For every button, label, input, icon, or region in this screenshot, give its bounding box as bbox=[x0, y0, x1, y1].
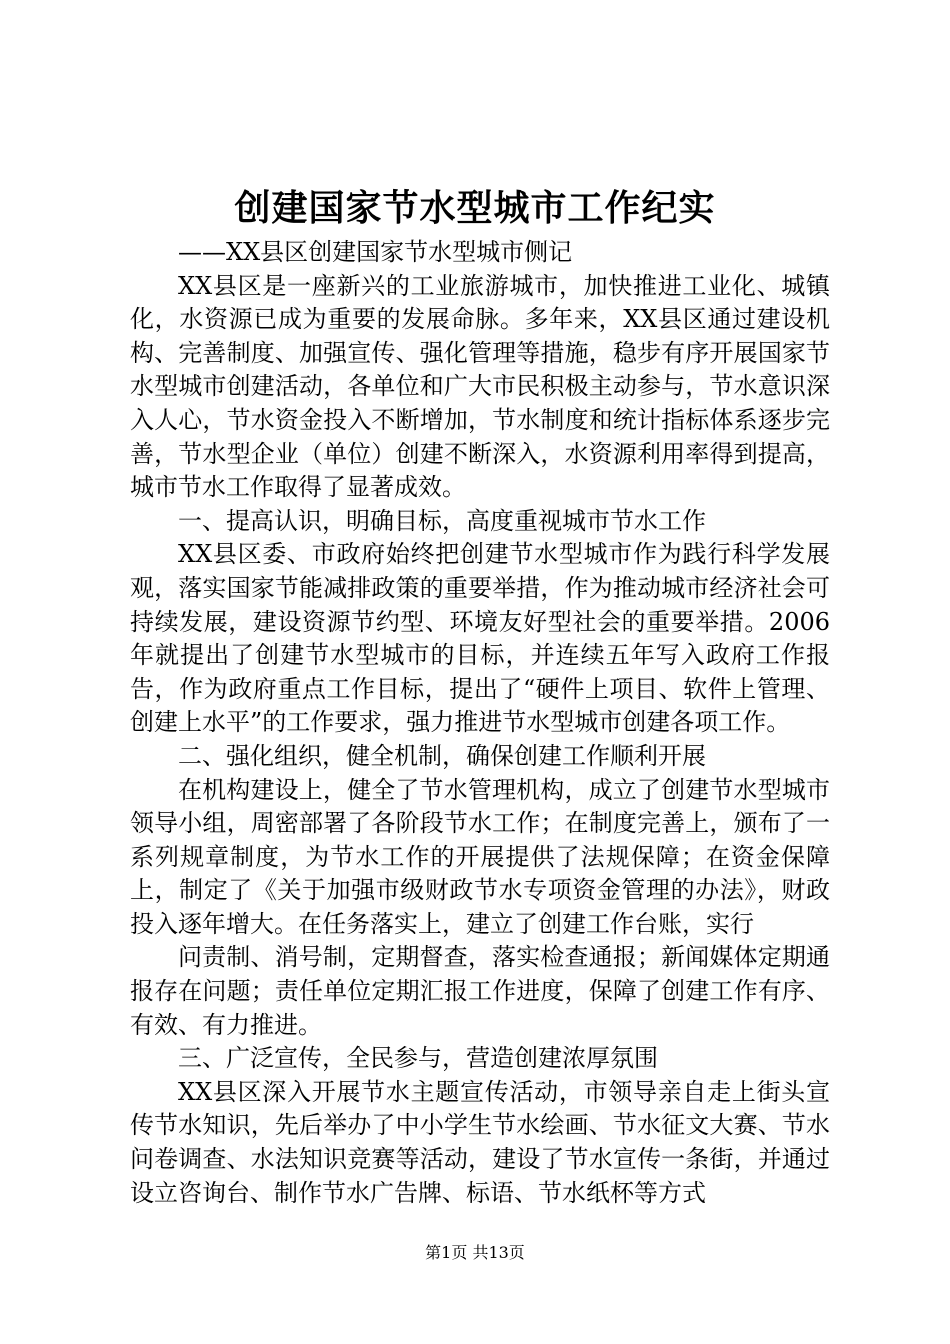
paragraph-section-2b: 问责制、消号制，定期督查，落实检查通报；新闻媒体定期通报存在问题；责任单位定期汇报工作进度，保障了创建工作有序、有效、有力推进。 bbox=[130, 943, 830, 1039]
section-heading-2: 二、强化组织，健全机制，确保创建工作顺利开展 bbox=[178, 741, 706, 770]
document-title: 创建国家节水型城市工作纪实 bbox=[234, 187, 716, 229]
page-footer: 第1页 共13页 bbox=[425, 1243, 525, 1262]
subtitle: ——XX县区创建国家节水型城市侧记 bbox=[178, 238, 573, 266]
document-body bbox=[130, 236, 830, 1210]
section-heading-1: 一、提高认识，明确目标，高度重视城市节水工作 bbox=[178, 506, 706, 535]
section-heading-3: 三、广泛宣传，全民参与，营造创建浓厚氛围 bbox=[178, 1044, 658, 1073]
paragraph-intro: XX县区是一座新兴的工业旅游城市，加快推进工业化、城镇化，水资源已成为重要的发展命脉。多年来，XX县区通过建设机构、完善制度、加强宣传、强化管理等措施，稳步有序开展国家节水型城市创建活动，各单位和广大市民积极主动参与，节水意识深入人心，节水资金投入不断增加，节水制度和统计指标体系逐步完善，节水型企业（单位）创建不断深入，水资源利用率得到提高，城市节水工作取得了显著成效。 bbox=[130, 271, 830, 502]
paragraph-section-2a: 在机构建设上，健全了节水管理机构，成立了创建节水型城市领导小组，周密部署了各阶段节水工作；在制度完善上，颁布了一系列规章制度，为节水工作的开展提供了法规保障；在资金保障上，制定了《关于加强市级财政节水专项资金管理的办法》，财政投入逐年增大。在任务落实上，建立了创建工作台账，实行 bbox=[130, 775, 830, 938]
paragraph-section-1: XX县区委、市政府始终把创建节水型城市作为践行科学发展观，落实国家节能减排政策的重要举措，作为推动城市经济社会可持续发展，建设资源节约型、环境友好型社会的重要举措。2006年就提出了创建节水型城市的目标，并连续五年写入政府工作报告，作为政府重点工作目标，提出了“硬件上项目、软件上管理、创建上水平”的工作要求，强力推进节水型城市创建各项工作。 bbox=[130, 540, 830, 737]
paragraph-section-3: XX县区深入开展节水主题宣传活动，市领导亲自走上街头宣传节水知识，先后举办了中小学生节水绘画、节水征文大赛、节水问卷调查、水法知识竞赛等活动，建设了节水宣传一条街，并通过设立咨询台、制作节水广告牌、标语、节水纸杯等方式 bbox=[130, 1077, 830, 1207]
